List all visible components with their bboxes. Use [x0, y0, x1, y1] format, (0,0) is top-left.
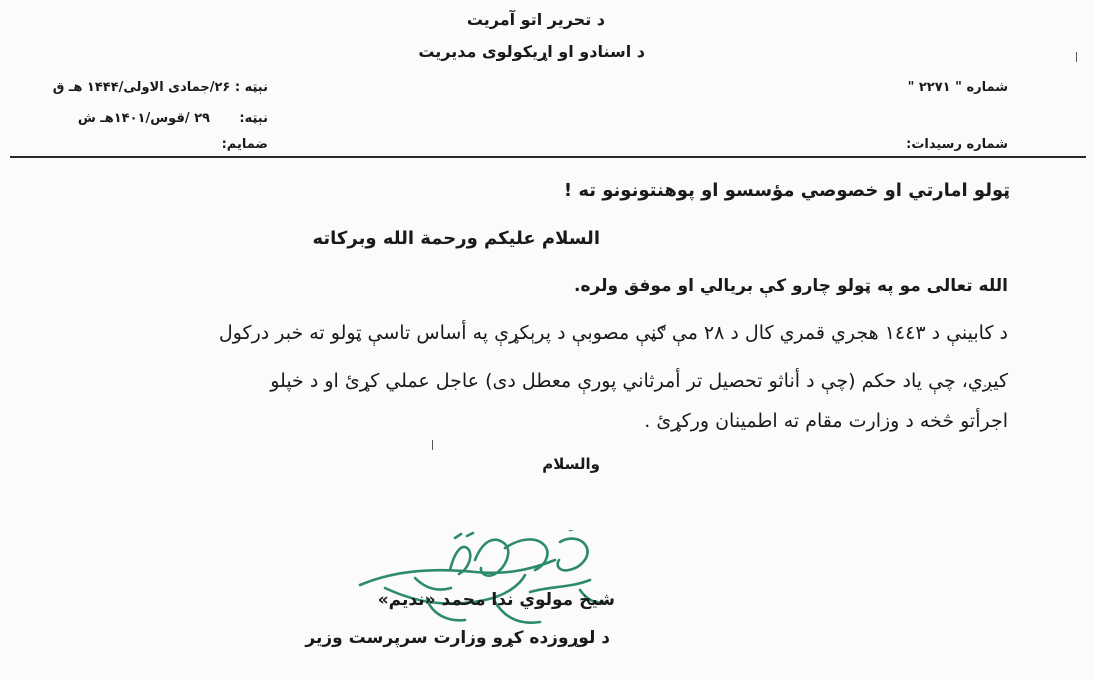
handwritten-signature: [355, 530, 615, 630]
header-divider: [10, 156, 1086, 158]
body-paragraph-line-3: اجرأتو څخه د وزارت مقام ته اطمینان ورکړئ .: [644, 410, 1008, 432]
margin-tick: [432, 440, 433, 450]
greeting: السلام علیکم ورحمة الله وبرکاته: [312, 228, 600, 249]
attachments-label: ضمایم:: [221, 137, 268, 152]
body-paragraph-line-1: د کابینې د ۱٤٤۳ هجري قمري کال د ۲۸ مې ګڼې مصوبې د پرېکړې په أساس تاسې ټولو ته خبر درکول: [218, 322, 1008, 344]
date-label: نېټه:: [239, 111, 268, 126]
margin-tick: [1076, 52, 1077, 62]
letter-number: شماره " ۲۲۷۱ ": [907, 80, 1008, 95]
signatory-name: شیخ مولوي ندا محمد «ندیم»: [377, 590, 615, 610]
closing: والسلام: [542, 455, 600, 473]
date-hijri-qamari: نېټه : ۲۶/جمادی الاولی/۱۴۴۴ هـ ق: [52, 80, 268, 95]
signatory-title: د لوړوزده کړو وزارت سرپرست وزیر: [305, 628, 610, 648]
blessing: الله تعالی مو په ټولو چارو کې بریالي او موفق ولره.: [574, 276, 1008, 296]
body-paragraph-line-2: کیږي، چې یاد حکم (چې د أناثو تحصیل تر أمرثاني پورې معطل دی) عاجل عملي کړئ او د خپلو: [270, 370, 1008, 392]
date-hijri-shamsi: ۲۹ /قوس/۱۴۰۱هـ ش: [77, 111, 210, 126]
received-number-label: شماره رسیدات:: [906, 137, 1008, 152]
header-line-2: د اسنادو او اړیکولوی مدیریت: [418, 42, 645, 61]
addressee: ټولو امارتي او خصوصي مؤسسو او پوهنتونونو ته !: [563, 180, 1010, 201]
header-line-1: د تحریر اتو آمریت: [466, 10, 605, 29]
